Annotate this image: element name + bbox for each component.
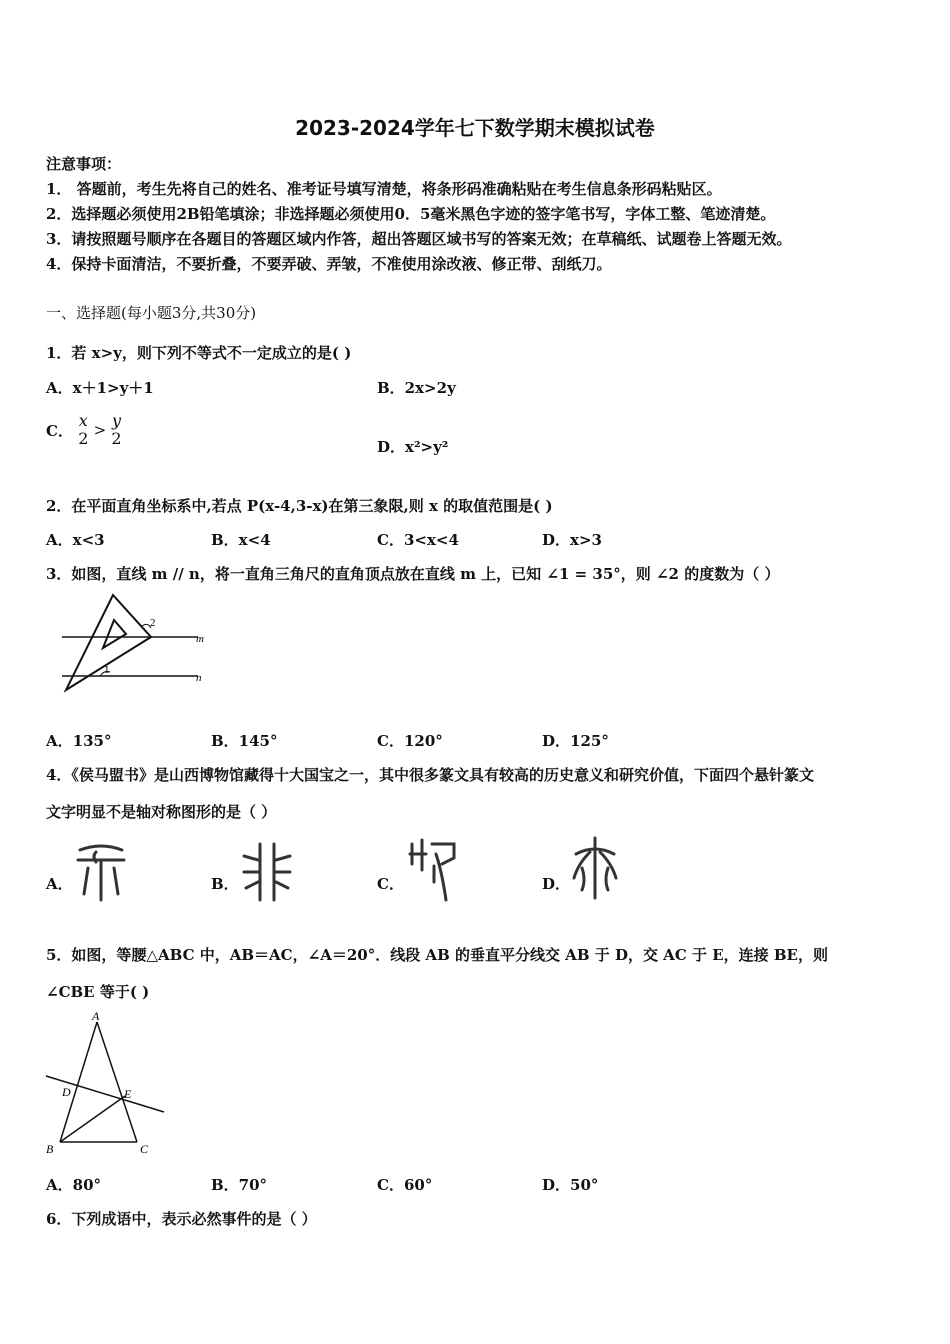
q4-option-c[interactable]: C． — [377, 875, 404, 893]
q2-option-c[interactable]: C．3<x<4 — [377, 531, 459, 549]
q1-stem: 1．若 x>y，则下列不等式不一定成立的是( ) — [46, 344, 352, 362]
q1-fraction-y — [111, 412, 121, 448]
seal-char-c-icon — [406, 836, 460, 904]
q5-option-d[interactable]: D．50° — [542, 1176, 599, 1194]
q5-stem-line2: ∠CBE 等于( ) — [46, 983, 150, 1001]
frac-den: 2 — [78, 429, 89, 448]
label-angle1: 1 — [104, 664, 110, 676]
q5-figure — [40, 1008, 170, 1158]
q1-option-d[interactable]: D．x²>y² — [377, 438, 449, 456]
q1-fraction-x — [78, 412, 88, 448]
triangle-ruler-inner — [103, 620, 126, 648]
q4-option-b[interactable]: B． — [211, 875, 239, 893]
seal-char-b-icon — [240, 838, 294, 904]
q2-option-d[interactable]: D．x>3 — [542, 531, 602, 549]
q1-option-a[interactable]: A．x＋1>y＋1 — [46, 379, 154, 397]
q1-option-c[interactable] — [46, 412, 122, 448]
q4-stem-line1: 4．《侯马盟书》是山西博物馆藏得十大国宝之一，其中很多篆文具有较高的历史意义和研究价值，下面四个悬针篆文 — [46, 766, 814, 784]
q2-stem: 2．在平面直角坐标系中,若点 P(x-4,3-x)在第三象限,则 x 的取值范围是( ) — [46, 497, 553, 515]
frac-num: x — [78, 411, 88, 430]
notice-item: 3．请按照题号顺序在各题目的答题区域内作答，超出答题区域书写的答案无效；在草稿纸、试题卷上答题无效。 — [46, 230, 792, 248]
page-title: 2023-2024学年七下数学期末模拟试卷 — [295, 116, 655, 140]
q2-option-b[interactable]: B．x<4 — [211, 531, 271, 549]
q3-option-c[interactable]: C．120° — [377, 732, 443, 750]
segment-be — [60, 1096, 125, 1142]
q1-option-c-label: C． — [46, 421, 73, 440]
label-e: E — [124, 1087, 132, 1101]
label-a: A — [92, 1009, 100, 1023]
q5-stem-line1: 5．如图，等腰△ABC 中，AB＝AC，∠A＝20°．线段 AB 的垂直平分线交 AB 于 D，交 AC 于 E，连接 BE，则 — [46, 946, 828, 964]
side-ac — [97, 1022, 137, 1142]
label-b: B — [46, 1142, 54, 1156]
label-n: n — [196, 672, 202, 684]
q4-stem-line2: 文字明显不是轴对称图形的是（ ） — [46, 803, 277, 821]
q3-option-a[interactable]: A．135° — [46, 732, 112, 750]
q1-gt: > — [93, 421, 107, 439]
label-m: m — [196, 633, 204, 645]
frac-num: y — [111, 411, 122, 430]
q3-option-d[interactable]: D．125° — [542, 732, 609, 750]
q5-option-b[interactable]: B．70° — [211, 1176, 268, 1194]
q6-stem: 6．下列成语中，表示必然事件的是（ ） — [46, 1210, 317, 1228]
notice-item: 2．选择题必须使用2B铅笔填涂；非选择题必须使用0．5毫米黑色字迹的签字笔书写，字体工整、笔迹清楚。 — [46, 205, 776, 223]
q3-stem: 3．如图，直线 m // n，将一直角三角尺的直角顶点放在直线 m 上，已知 ∠1 = 35°，则 ∠2 的度数为（ ） — [46, 565, 780, 583]
q2-option-a[interactable]: A．x<3 — [46, 531, 105, 549]
notice-item: 4．保持卡面清洁，不要折叠，不要弄破、弄皱，不准使用涂改液、修正带、刮纸刀。 — [46, 255, 612, 273]
frac-den: 2 — [111, 429, 122, 448]
label-c: C — [140, 1142, 149, 1156]
q1-option-b[interactable]: B．2x>2y — [377, 379, 456, 397]
q5-option-a[interactable]: A．80° — [46, 1176, 102, 1194]
label-angle2: 2 — [150, 617, 156, 629]
q4-option-a[interactable]: A． — [46, 875, 73, 893]
q5-option-c[interactable]: C．60° — [377, 1176, 433, 1194]
label-d: D — [62, 1085, 71, 1099]
seal-char-d-icon — [568, 834, 622, 904]
q3-option-b[interactable]: B．145° — [211, 732, 278, 750]
seal-char-a-icon — [74, 838, 128, 904]
q3-figure — [56, 590, 216, 700]
q4-option-d[interactable]: D． — [542, 875, 571, 893]
notice-item: 1． 答题前，考生先将自己的姓名、准考证号填写清楚，将条形码准确粘贴在考生信息条形码粘贴区。 — [46, 180, 722, 198]
notice-heading: 注意事项： — [46, 155, 122, 173]
section-heading: 一、选择题(每小题3分,共30分) — [46, 304, 257, 322]
